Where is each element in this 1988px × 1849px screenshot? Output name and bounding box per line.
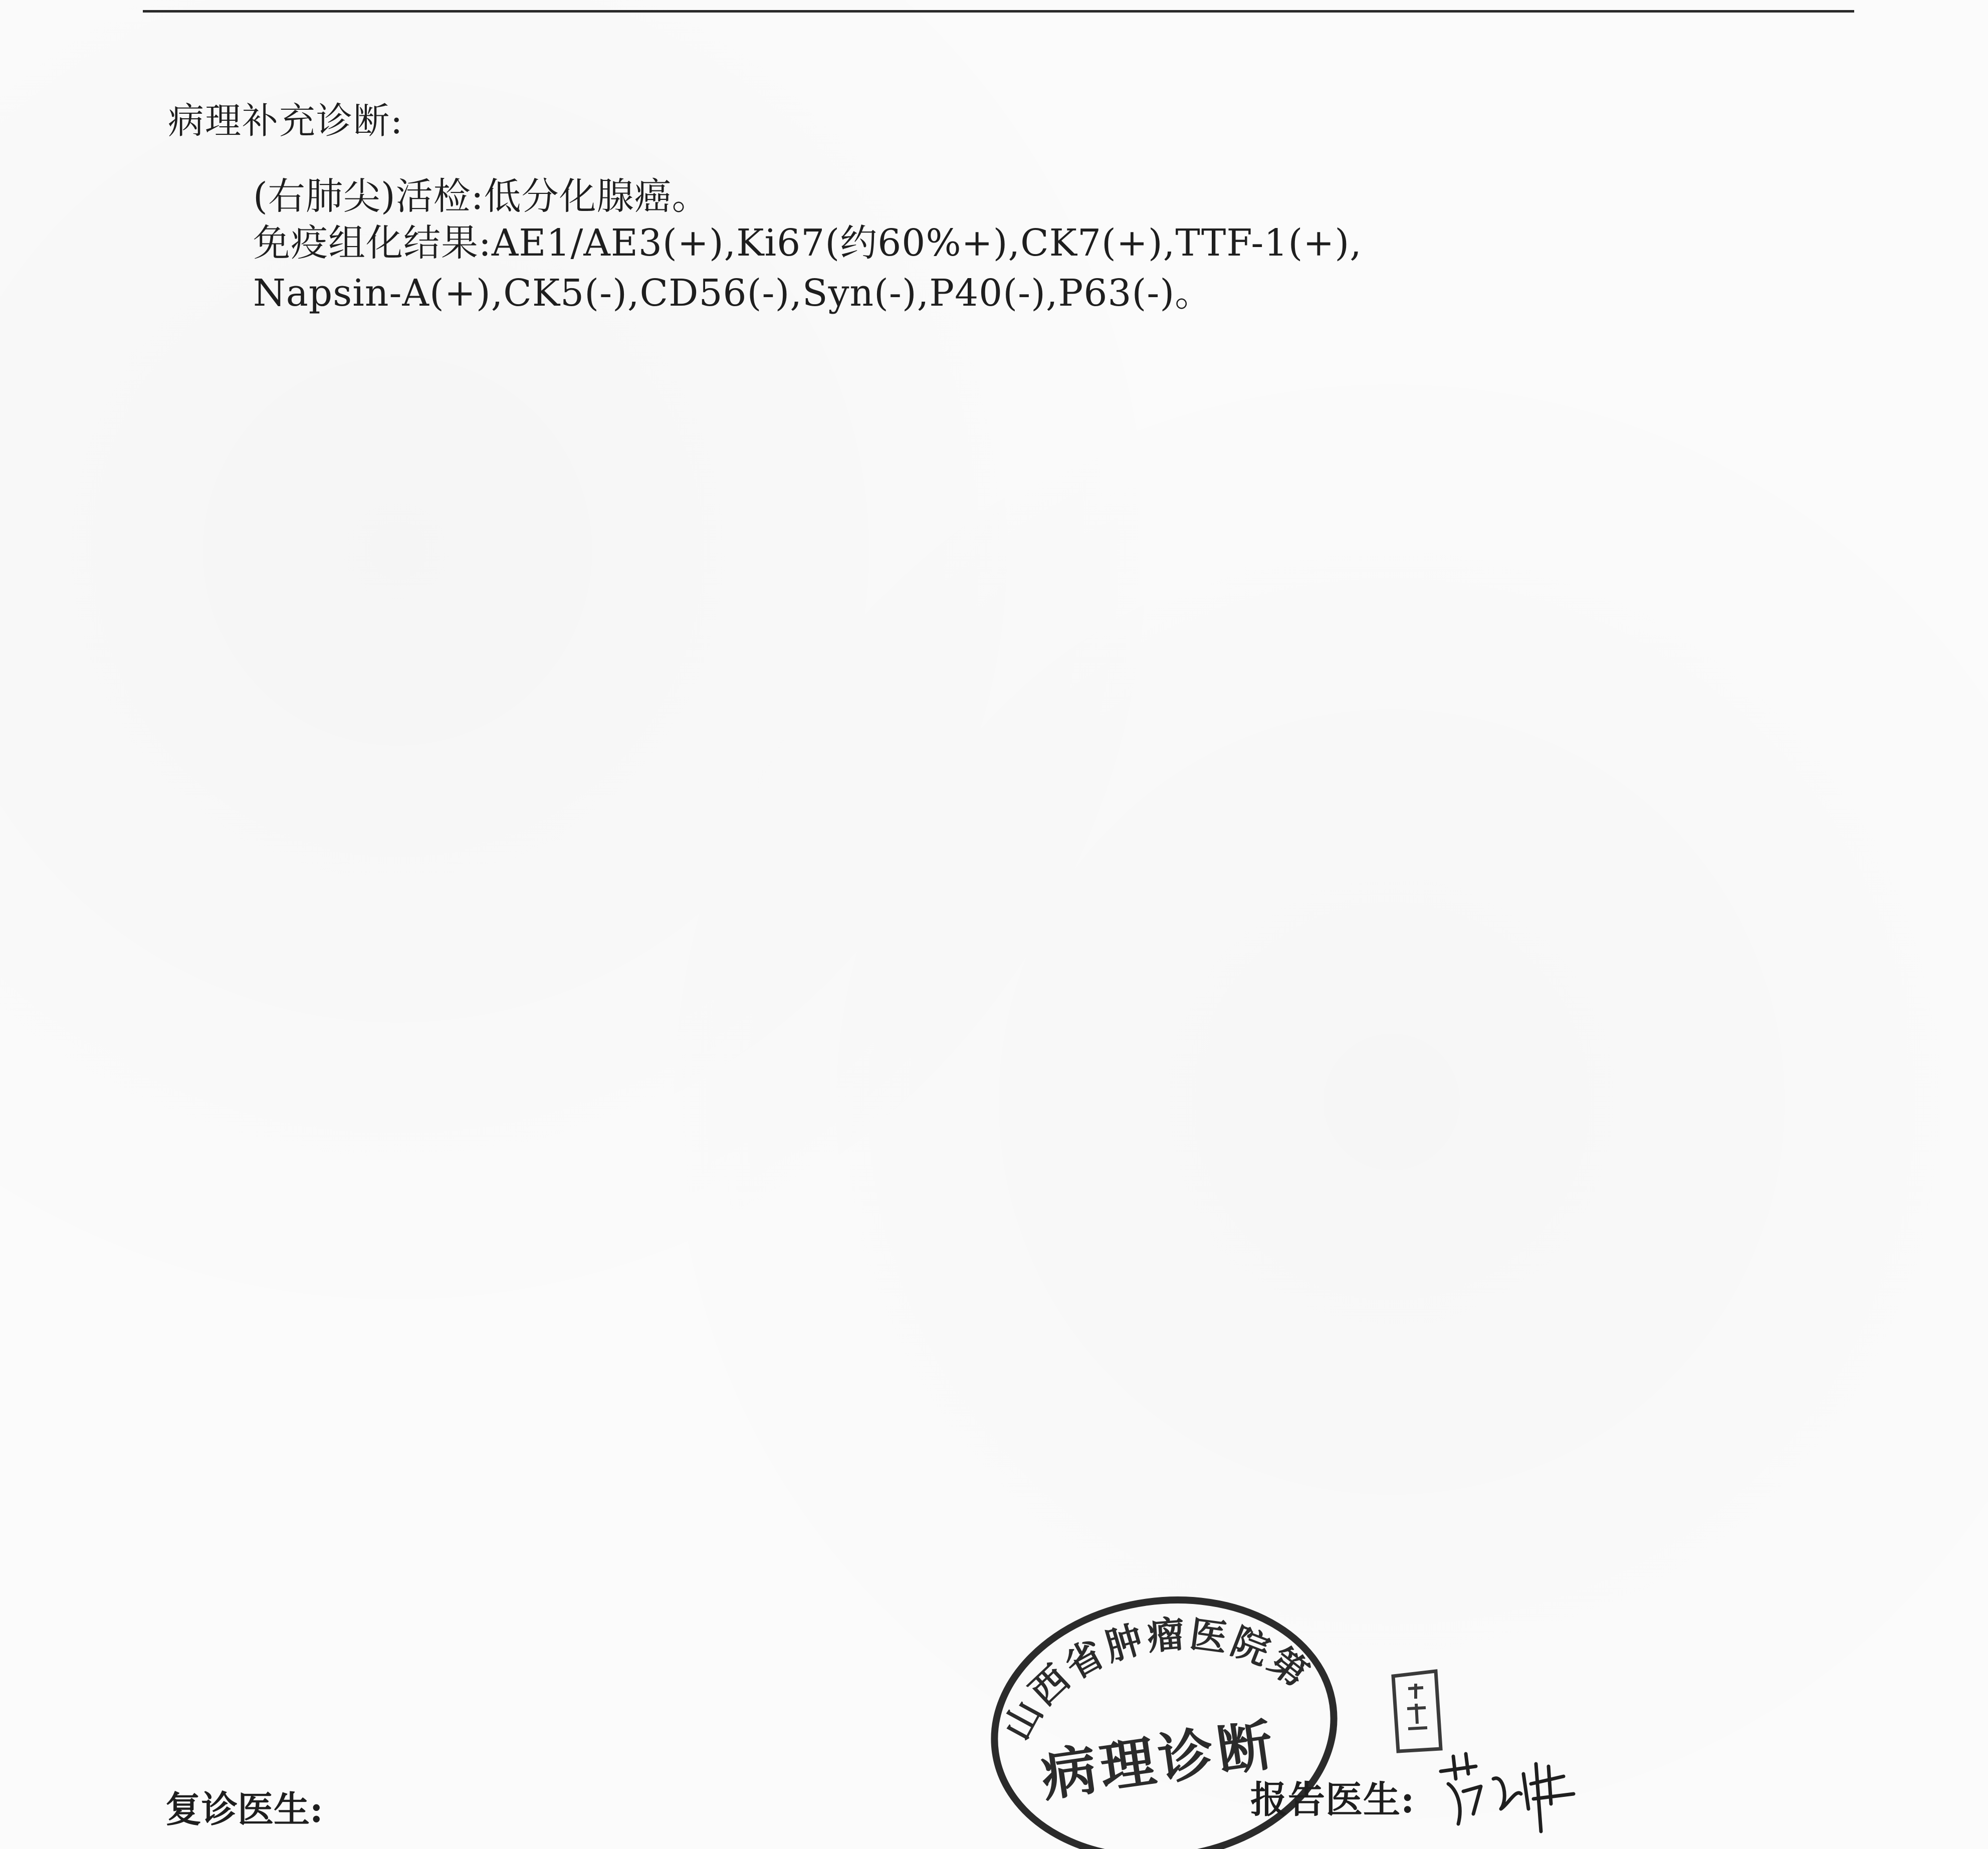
top-divider xyxy=(143,10,1854,13)
stamp-arc-text: 山西省肿瘤医院第三人民医院 xyxy=(995,1612,1319,1747)
handwritten-signature xyxy=(1433,1744,1584,1834)
small-seal xyxy=(1388,1669,1448,1754)
diagnosis-line-ihc-continued: Napsin-A(+),CK5(-),CD56(-),Syn(-),P40(-),P63(-)。 xyxy=(253,272,1213,315)
stamp-center-text: 病理诊断 xyxy=(1037,1712,1281,1809)
diagnosis-line-biopsy: (右肺尖)活检:低分化腺癌。 xyxy=(253,175,710,218)
section-heading: 病理补充诊断: xyxy=(168,100,404,142)
report-doctor-label: 报告医生: xyxy=(1250,1778,1415,1821)
svg-text:山西省肿瘤医院第三人民医院 xyxy=(975,1568,1324,1758)
followup-doctor-label: 复诊医生: xyxy=(165,1788,323,1830)
diagnosis-line-ihc: 免疫组化结果:AE1/AE3(+),Ki67(约60%+),CK7(+),TTF-1(+), xyxy=(253,221,1362,265)
